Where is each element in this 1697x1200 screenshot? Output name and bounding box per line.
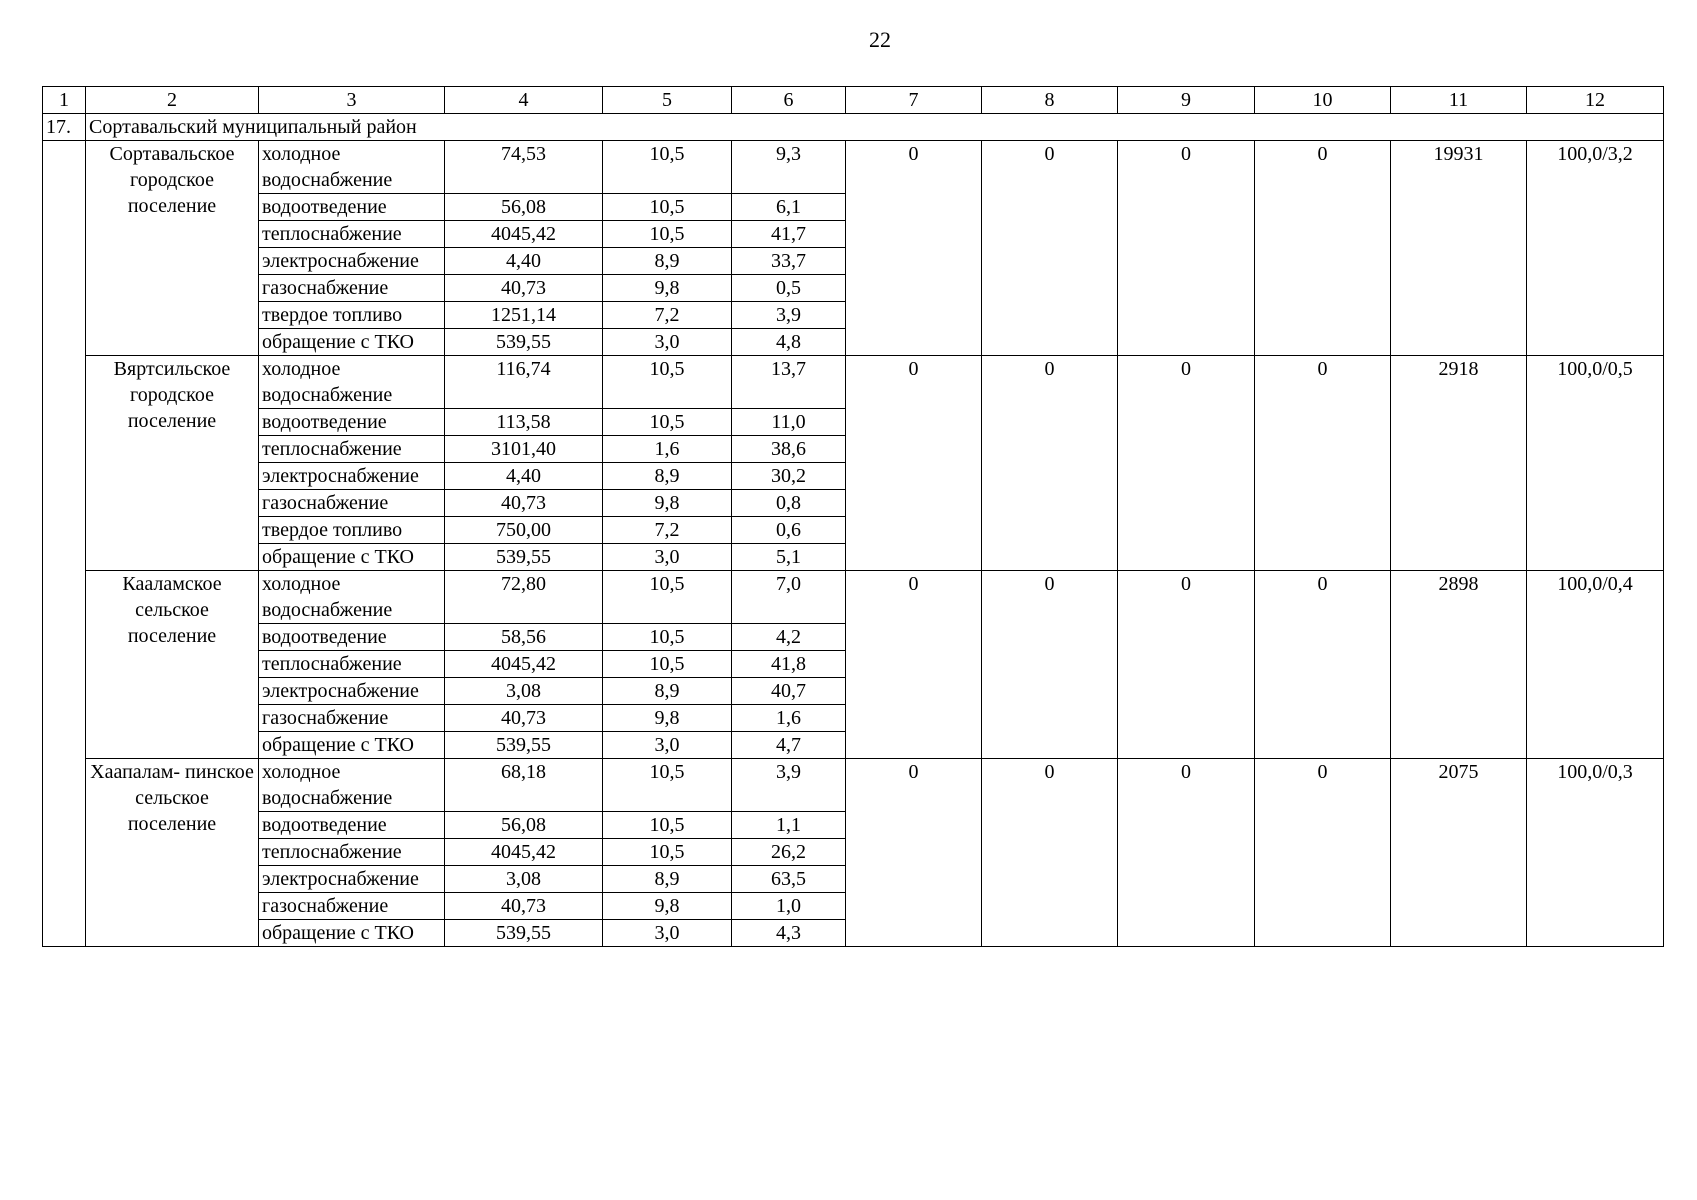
- service-name: обращение с ТКО: [259, 544, 445, 571]
- tariff-value: 539,55: [445, 544, 603, 571]
- service-name: водоотведение: [259, 812, 445, 839]
- column-header: 7: [846, 87, 982, 114]
- share-value: 13,7: [732, 356, 846, 409]
- tariff-value: 3101,40: [445, 436, 603, 463]
- service-name: обращение с ТКО: [259, 329, 445, 356]
- settlement-col12: 100,0/0,5: [1527, 356, 1664, 571]
- tariff-value: 4045,42: [445, 651, 603, 678]
- settlement-col7: 0: [846, 356, 982, 571]
- tariff-value: 539,55: [445, 920, 603, 947]
- settlement-col9: 0: [1118, 356, 1255, 571]
- service-name: теплоснабжение: [259, 839, 445, 866]
- service-name: водоотведение: [259, 194, 445, 221]
- service-name: водоотведение: [259, 624, 445, 651]
- tariff-value: 58,56: [445, 624, 603, 651]
- growth-value: 8,9: [603, 463, 732, 490]
- growth-value: 10,5: [603, 356, 732, 409]
- settlement-name: Хаапалам- пинское сельское поселение: [86, 759, 259, 947]
- tariff-value: 56,08: [445, 812, 603, 839]
- share-value: 38,6: [732, 436, 846, 463]
- settlement-col10: 0: [1255, 141, 1391, 356]
- settlement-col12: 100,0/3,2: [1527, 141, 1664, 356]
- growth-value: 9,8: [603, 705, 732, 732]
- share-value: 4,2: [732, 624, 846, 651]
- tariff-table: [42, 86, 1664, 947]
- growth-value: 3,0: [603, 732, 732, 759]
- share-value: 7,0: [732, 571, 846, 624]
- share-value: 0,6: [732, 517, 846, 544]
- district-name: Сортавальский муниципальный район: [86, 114, 1664, 141]
- service-name: теплоснабжение: [259, 436, 445, 463]
- share-value: 0,5: [732, 275, 846, 302]
- growth-value: 9,8: [603, 490, 732, 517]
- column-header: 2: [86, 87, 259, 114]
- tariff-value: 40,73: [445, 893, 603, 920]
- table-row: [43, 141, 1664, 194]
- share-value: 3,9: [732, 759, 846, 812]
- growth-value: 9,8: [603, 893, 732, 920]
- column-header: 11: [1391, 87, 1527, 114]
- column-header: 10: [1255, 87, 1391, 114]
- settlement-col7: 0: [846, 141, 982, 356]
- share-value: 26,2: [732, 839, 846, 866]
- tariff-value: 4045,42: [445, 221, 603, 248]
- column-header: 12: [1527, 87, 1664, 114]
- column-header: 6: [732, 87, 846, 114]
- service-name: электроснабжение: [259, 463, 445, 490]
- service-name: газоснабжение: [259, 705, 445, 732]
- growth-value: 7,2: [603, 302, 732, 329]
- share-value: 4,8: [732, 329, 846, 356]
- growth-value: 10,5: [603, 141, 732, 194]
- growth-value: 8,9: [603, 678, 732, 705]
- service-name: холодное водоснабжение: [259, 141, 445, 194]
- column-header: 9: [1118, 87, 1255, 114]
- service-name: холодное водоснабжение: [259, 759, 445, 812]
- number-column-blank: [43, 141, 86, 947]
- share-value: 30,2: [732, 463, 846, 490]
- tariff-value: 72,80: [445, 571, 603, 624]
- tariff-value: 74,53: [445, 141, 603, 194]
- settlement-col8: 0: [982, 759, 1118, 947]
- share-value: 9,3: [732, 141, 846, 194]
- growth-value: 10,5: [603, 194, 732, 221]
- growth-value: 10,5: [603, 812, 732, 839]
- share-value: 1,0: [732, 893, 846, 920]
- settlement-name: Сортавальское городское поселение: [86, 141, 259, 356]
- settlement-col11: 19931: [1391, 141, 1527, 356]
- settlement-name: Вяртсильское городское поселение: [86, 356, 259, 571]
- share-value: 41,7: [732, 221, 846, 248]
- service-name: газоснабжение: [259, 275, 445, 302]
- growth-value: 10,5: [603, 624, 732, 651]
- table-row: [43, 356, 1664, 409]
- service-name: электроснабжение: [259, 678, 445, 705]
- growth-value: 3,0: [603, 329, 732, 356]
- share-value: 1,1: [732, 812, 846, 839]
- share-value: 3,9: [732, 302, 846, 329]
- service-name: обращение с ТКО: [259, 920, 445, 947]
- table-row: [43, 571, 1664, 624]
- settlement-col7: 0: [846, 759, 982, 947]
- growth-value: 10,5: [603, 409, 732, 436]
- share-value: 5,1: [732, 544, 846, 571]
- tariff-value: 539,55: [445, 329, 603, 356]
- share-value: 6,1: [732, 194, 846, 221]
- growth-value: 3,0: [603, 544, 732, 571]
- growth-value: 8,9: [603, 248, 732, 275]
- tariff-value: 40,73: [445, 275, 603, 302]
- tariff-value: 3,08: [445, 866, 603, 893]
- service-name: электроснабжение: [259, 866, 445, 893]
- tariff-value: 4045,42: [445, 839, 603, 866]
- service-name: твердое топливо: [259, 302, 445, 329]
- tariff-value: 56,08: [445, 194, 603, 221]
- column-header: 5: [603, 87, 732, 114]
- column-header: 8: [982, 87, 1118, 114]
- growth-value: 7,2: [603, 517, 732, 544]
- growth-value: 10,5: [603, 839, 732, 866]
- settlement-col9: 0: [1118, 571, 1255, 759]
- tariff-value: 4,40: [445, 463, 603, 490]
- growth-value: 3,0: [603, 920, 732, 947]
- tariff-value: 113,58: [445, 409, 603, 436]
- share-value: 4,3: [732, 920, 846, 947]
- tariff-value: 750,00: [445, 517, 603, 544]
- growth-value: 1,6: [603, 436, 732, 463]
- settlement-col7: 0: [846, 571, 982, 759]
- share-value: 11,0: [732, 409, 846, 436]
- tariff-value: 116,74: [445, 356, 603, 409]
- tariff-value: 4,40: [445, 248, 603, 275]
- service-name: водоотведение: [259, 409, 445, 436]
- settlement-col10: 0: [1255, 571, 1391, 759]
- service-name: теплоснабжение: [259, 221, 445, 248]
- service-name: газоснабжение: [259, 893, 445, 920]
- settlement-col12: 100,0/0,3: [1527, 759, 1664, 947]
- settlement-col9: 0: [1118, 141, 1255, 356]
- growth-value: 10,5: [603, 571, 732, 624]
- share-value: 1,6: [732, 705, 846, 732]
- district-row: [43, 114, 1664, 141]
- tariff-value: 68,18: [445, 759, 603, 812]
- settlement-col8: 0: [982, 571, 1118, 759]
- share-value: 63,5: [732, 866, 846, 893]
- settlement-col10: 0: [1255, 759, 1391, 947]
- service-name: обращение с ТКО: [259, 732, 445, 759]
- share-value: 4,7: [732, 732, 846, 759]
- growth-value: 9,8: [603, 275, 732, 302]
- service-name: газоснабжение: [259, 490, 445, 517]
- share-value: 0,8: [732, 490, 846, 517]
- settlement-name: Кааламское сельское поселение: [86, 571, 259, 759]
- share-value: 40,7: [732, 678, 846, 705]
- share-value: 41,8: [732, 651, 846, 678]
- tariff-value: 539,55: [445, 732, 603, 759]
- district-number: 17.: [43, 114, 86, 141]
- column-header: 1: [43, 87, 86, 114]
- settlement-col8: 0: [982, 356, 1118, 571]
- service-name: теплоснабжение: [259, 651, 445, 678]
- settlement-col11: 2898: [1391, 571, 1527, 759]
- service-name: твердое топливо: [259, 517, 445, 544]
- settlement-col8: 0: [982, 141, 1118, 356]
- service-name: электроснабжение: [259, 248, 445, 275]
- growth-value: 10,5: [603, 651, 732, 678]
- settlement-col12: 100,0/0,4: [1527, 571, 1664, 759]
- page-number: 22: [869, 27, 891, 52]
- growth-value: 10,5: [603, 221, 732, 248]
- tariff-value: 40,73: [445, 705, 603, 732]
- column-header: 4: [445, 87, 603, 114]
- growth-value: 10,5: [603, 759, 732, 812]
- share-value: 33,7: [732, 248, 846, 275]
- table-row: [43, 759, 1664, 812]
- service-name: холодное водоснабжение: [259, 356, 445, 409]
- service-name: холодное водоснабжение: [259, 571, 445, 624]
- tariff-value: 1251,14: [445, 302, 603, 329]
- settlement-col10: 0: [1255, 356, 1391, 571]
- settlement-col11: 2918: [1391, 356, 1527, 571]
- tariff-value: 3,08: [445, 678, 603, 705]
- growth-value: 8,9: [603, 866, 732, 893]
- tariff-value: 40,73: [445, 490, 603, 517]
- settlement-col11: 2075: [1391, 759, 1527, 947]
- settlement-col9: 0: [1118, 759, 1255, 947]
- column-header: 3: [259, 87, 445, 114]
- column-number-row: [43, 87, 1664, 114]
